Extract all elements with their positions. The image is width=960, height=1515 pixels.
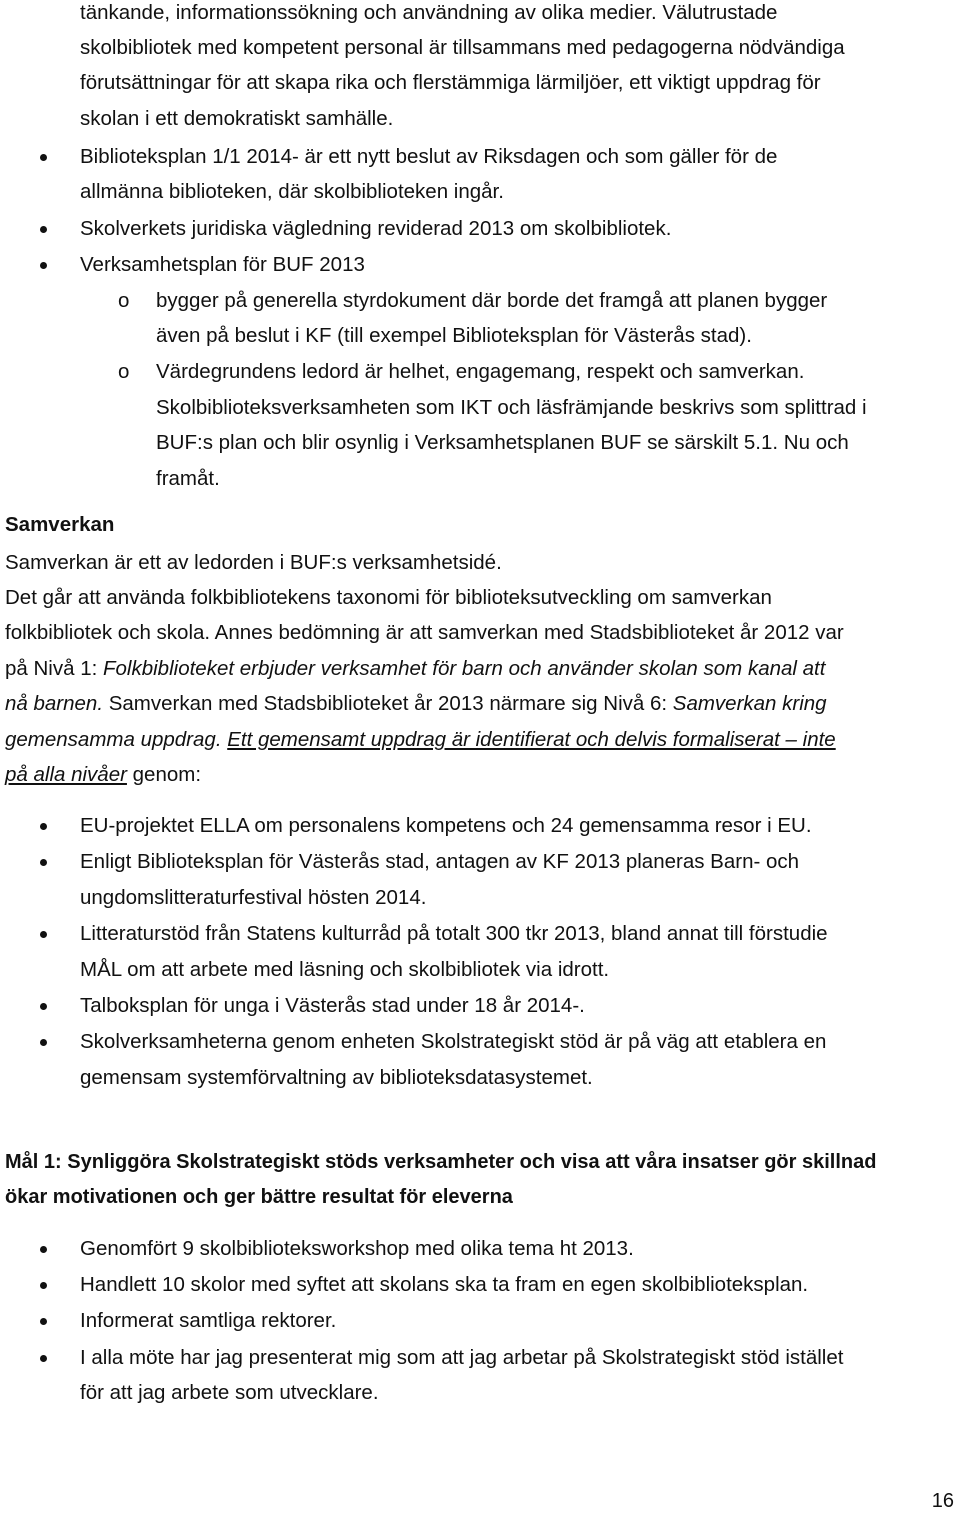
goal-heading: Mål 1: Synliggöra Skolstrategiskt stöds verksamheter och visa att våra insatser gör skillnad: [5, 1151, 877, 1173]
underlined-italic-text-run: på alla nivåer: [5, 763, 127, 786]
bullet-dot: [40, 1355, 47, 1362]
bullet-text: för att jag arbete som utvecklare.: [80, 1381, 379, 1404]
sub-bullet-marker: o: [118, 289, 130, 312]
bullet-text: ungdomslitteraturfestival hösten 2014.: [80, 886, 427, 909]
bullet-text: Biblioteksplan 1/1 2014- är ett nytt beslut av Riksdagen och som gäller för de: [80, 145, 778, 168]
sub-bullet-text: framåt.: [156, 467, 220, 490]
intro-line: skolbibliotek med kompetent personal är tillsammans med pedagogerna nödvändiga: [80, 36, 845, 59]
italic-text-run: Folkbiblioteket erbjuder verksamhet för barn och använder skolan som kanal att: [103, 657, 826, 680]
paragraph-line: Samverkan är ett av ledorden i BUF:s verksamhetsidé.: [5, 551, 502, 574]
paragraph-line: [5, 757, 201, 793]
bullet-text: allmänna biblioteken, där skolbiblioteken ingår.: [80, 180, 504, 203]
italic-text-run: Samverkan kring: [672, 692, 827, 715]
page-number: 16: [931, 1490, 954, 1512]
sub-bullet-text: bygger på generella styrdokument där borde det framgå att planen bygger: [156, 289, 828, 312]
bullet-dot: [40, 859, 47, 866]
section-heading: Samverkan: [5, 513, 115, 536]
sub-bullet-text: Skolbiblioteksverksamheten som IKT och läsfrämjande beskrivs som splittrad i: [156, 396, 867, 419]
paragraph-line: folkbibliotek och skola. Annes bedömning är att samverkan med Stadsbiblioteket år 2012 var: [5, 621, 844, 644]
paragraph-line: [5, 722, 836, 758]
bullet-text: Verksamhetsplan för BUF 2013: [80, 253, 365, 276]
bullet-dot: [40, 154, 47, 161]
italic-text-run: nå barnen.: [5, 692, 104, 715]
bullet-text: I alla möte har jag presenterat mig som att jag arbetar på Skolstrategiskt stöd istället: [80, 1346, 844, 1369]
bullet-text: Skolverksamheterna genom enheten Skolstrategiskt stöd är på väg att etablera en: [80, 1030, 827, 1053]
bullet-dot: [40, 1318, 47, 1325]
goal-heading: ökar motivationen och ger bättre resultat för eleverna: [5, 1186, 513, 1208]
bullet-dot: [40, 226, 47, 233]
text-run: genom:: [126, 763, 202, 786]
bullet-dot: [40, 931, 47, 938]
sub-bullet-text: BUF:s plan och blir osynlig i Verksamhetsplanen BUF se särskilt 5.1. Nu och: [156, 431, 849, 454]
underlined-italic-text-run: Ett gemensamt uppdrag är identifierat och delvis formaliserat – inte: [227, 728, 836, 751]
bullet-text: Genomfört 9 skolbiblioteksworkshop med olika tema ht 2013.: [80, 1237, 634, 1260]
intro-line: skolan i ett demokratiskt samhälle.: [80, 107, 394, 130]
bullet-text: EU-projektet ELLA om personalens kompetens och 24 gemensamma resor i EU.: [80, 814, 812, 837]
bullet-dot: [40, 823, 47, 830]
intro-line: tänkande, informationssökning och användning av olika medier. Välutrustade: [80, 1, 778, 24]
paragraph-line: [5, 651, 825, 687]
bullet-text: Handlett 10 skolor med syftet att skolans ska ta fram en egen skolbiblioteksplan.: [80, 1273, 809, 1296]
sub-bullet-marker: o: [118, 360, 130, 383]
bullet-dot: [40, 262, 47, 269]
paragraph-line: [5, 686, 827, 722]
bullet-dot: [40, 1039, 47, 1046]
bullet-text: gemensam systemförvaltning av biblioteksdatasystemet.: [80, 1066, 593, 1089]
bullet-text: Informerat samtliga rektorer.: [80, 1309, 337, 1332]
bullet-dot: [40, 1246, 47, 1253]
text-run: på Nivå 1:: [5, 657, 103, 680]
bullet-text: Talboksplan för unga i Västerås stad under 18 år 2014-.: [80, 994, 585, 1017]
intro-line: förutsättningar för att skapa rika och flerstämmiga lärmiljöer, ett viktigt uppdrag för: [80, 71, 821, 94]
bullet-text: MÅL om att arbete med läsning och skolbibliotek via idrott.: [80, 958, 610, 981]
bullet-dot: [40, 1003, 47, 1010]
sub-bullet-text: Värdegrundens ledord är helhet, engagemang, respekt och samverkan.: [156, 360, 805, 383]
italic-text-run: gemensamma uppdrag.: [5, 728, 222, 751]
bullet-dot: [40, 1282, 47, 1289]
text-run: Samverkan med Stadsbiblioteket år 2013 närmare sig Nivå 6:: [103, 692, 673, 715]
bullet-text: Enligt Biblioteksplan för Västerås stad, antagen av KF 2013 planeras Barn- och: [80, 850, 800, 873]
bullet-text: Litteraturstöd från Statens kulturråd på totalt 300 tkr 2013, bland annat till förstudie: [80, 922, 828, 945]
paragraph-line: Det går att använda folkbibliotekens taxonomi för biblioteksutveckling om samverkan: [5, 586, 772, 609]
sub-bullet-text: även på beslut i KF (till exempel Biblioteksplan för Västerås stad).: [156, 324, 752, 347]
bullet-text: Skolverkets juridiska vägledning reviderad 2013 om skolbibliotek.: [80, 217, 672, 240]
